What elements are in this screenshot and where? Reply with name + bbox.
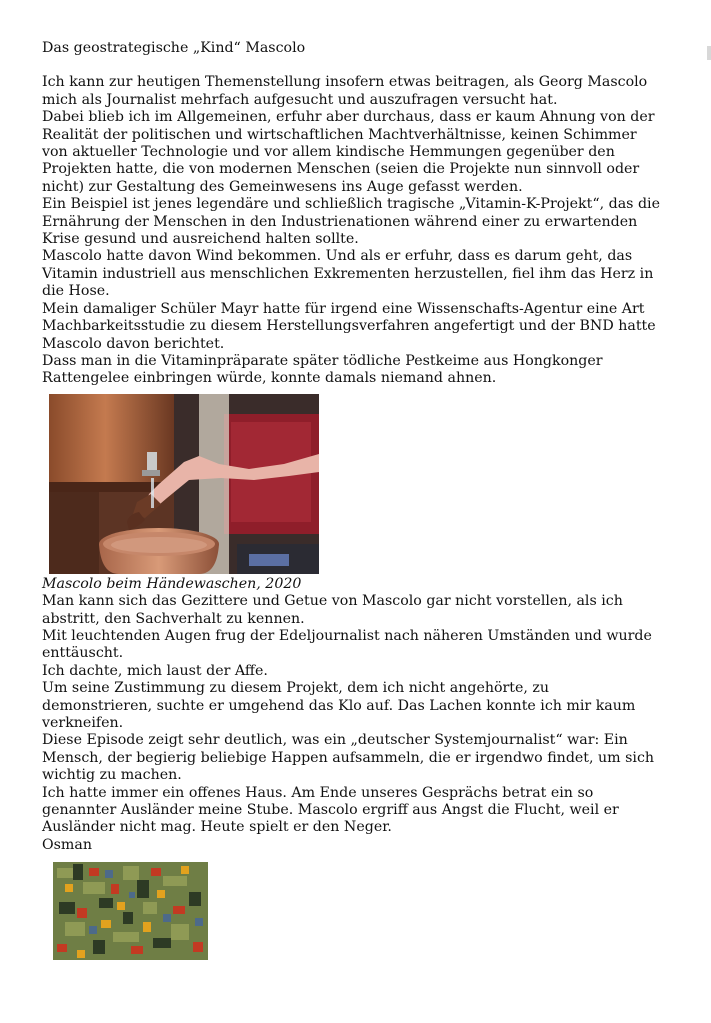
paragraph-10: Um seine Zustimmung zu diesem Projekt, dem ich nicht angehörte, zu demonstrieren, suchte er umgehend das Klo auf. Das Lachen konnte ich mir kaum verkneifen. (42, 680, 636, 731)
paragraph-12: Ich hatte immer ein offenes Haus. Am Ende unseres Gesprächs betrat ein so genannter Ausländer meine Stube. Mascolo ergriff aus Angst die Flucht, weil er Ausländer nicht mag. Heute spielt er den Neger. (42, 784, 619, 836)
paragraph-6: Dass man in die Vitaminpräparate später tödliche Pestkeime aus Hongkonger Rattengelee einbringen würde, konnte damals niemand ahnen. (42, 352, 603, 387)
document-page (42, 40, 662, 960)
handwashing-photo (49, 394, 319, 574)
paragraph-8: Mit leuchtenden Augen frug der Edeljournalist nach näheren Umständen und wurde enttäuscht. (42, 627, 652, 662)
camouflage-pattern (53, 862, 208, 960)
paragraph-11: Diese Episode zeigt sehr deutlich, was ein „deutscher Systemjournalist“ war: Ein Mensch, der begierig beliebige Happen aufsammeln, die er irgendwo findet, um sich wichtig zu machen. (42, 732, 655, 784)
flecktarn-camouflage-image (53, 862, 208, 960)
paragraph-7: Man kann sich das Gezittere und Getue von Mascolo gar nicht vorstellen, als ich abstritt, den Sachverhalt zu kennen. (42, 593, 623, 627)
paragraph-2: Dabei blieb ich im Allgemeinen, erfuhr aber durchaus, dass er kaum Ahnung von der Realität der politischen und wirtschaftlichen Machtverhältnisse, keinen Schimmer von aktueller Technologie und vor allem kindische Hemmungen gegenüber den Projekten hatte, die von modernen Menschen (seien die Projekte nun sinnvoll oder nicht) zur Gestaltung des Gemeinwesens ins Auge gefasst werden. (42, 109, 655, 195)
signature: Osman (42, 836, 92, 853)
paragraph-1: Ich kann zur heutigen Themenstellung insofern etwas beitragen, als Georg Mascolo mich als Journalist mehrfach aufgesucht und auszufragen versucht hat. (42, 74, 648, 108)
page-edge-mark (707, 46, 711, 60)
paragraph-4: Mascolo hatte davon Wind bekommen. Und als er erfuhr, dass es darum geht, das Vitamin industriell aus menschlichen Exkrementen herzustellen, fiel ihm das Herz in die Hose. (42, 248, 654, 300)
photo-caption: Mascolo beim Händewaschen, 2020 (42, 575, 302, 592)
paragraph-3: Ein Beispiel ist jenes legendäre und schließlich tragische „Vitamin-K-Projekt“, das die Ernährung der Menschen in den Industrienationen während einer zu erwartenden Krise gesund und ausreichend halten sollte. (42, 196, 660, 248)
handwashing-photo-graphic (49, 394, 319, 574)
document-title: Das geostrategische „Kind“ Mascolo (42, 40, 306, 56)
paragraph-9: Ich dachte, mich laust der Affe. (42, 662, 268, 679)
paragraph-5: Mein damaliger Schüler Mayr hatte für irgend eine Wissenschafts-Agentur eine Art Machbarkeitsstudie zu diesem Herstellungsverfahren angefertigt und der BND hatte Mascolo davon berichtet. (42, 300, 656, 352)
